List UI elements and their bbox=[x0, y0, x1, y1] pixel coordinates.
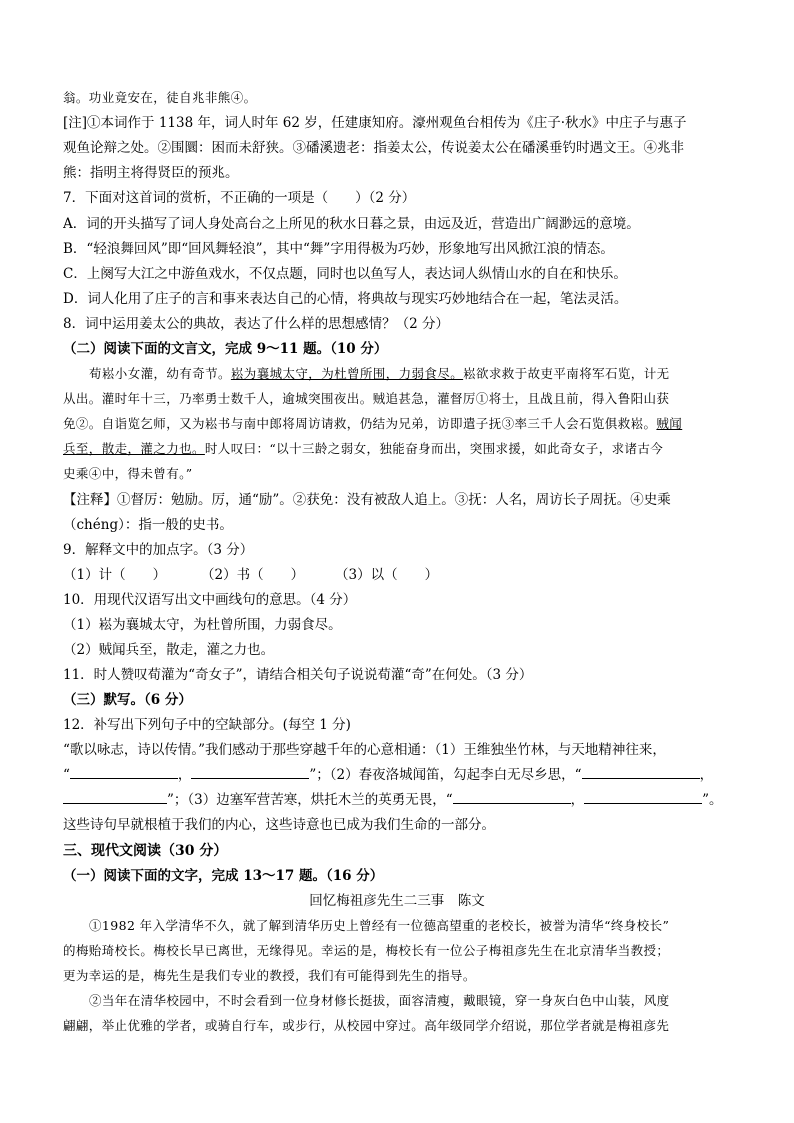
poem-note-line: [注]①本词作于 1138 年，词人时年 62 岁，任建康知府。濠州观鱼台相传为《庄子·秋水》中庄子与惠子 bbox=[63, 115, 687, 131]
article-paragraph-line: 的梅贻琦校长。梅校长早已离世，无缘得见。幸运的是，梅校长有一位公子梅祖彦先生在北京清华当教授； bbox=[63, 943, 670, 958]
question-10-1: （1）崧为襄城太守，为杜曾所围，力弱食尽。 bbox=[63, 617, 342, 633]
passage-line: 史乘④中，得未曾有。” bbox=[63, 466, 193, 481]
question-12-line: ”；（3）边塞军营苦寒，烘托木兰的英勇无畏，“ ， ”。 bbox=[63, 790, 734, 810]
section-modern-sub: （一）阅读下面的文字，完成 13～17 题。（16 分） bbox=[63, 868, 384, 884]
question-10-2: （2）贼闻兵至，散走，灌之力也。 bbox=[63, 642, 275, 658]
article-paragraph-line: 翩翩，举止优雅的学者，或骑自行车，或步行，从校园中穿过。高年级同学介绍说，那位学者就是梅祖彦先 bbox=[63, 1018, 670, 1033]
question-12-line: “歌以咏志，诗以传情。”我们感动于那些穿越千年的心意相通：（1）王维独坐竹林，与天地精神往来， bbox=[63, 742, 666, 758]
poem-note-line: 熊：指明主将得贤臣的预兆。 bbox=[63, 165, 239, 181]
section-classical-heading: （二）阅读下面的文言文，完成 9～11 题。（10 分） bbox=[63, 341, 388, 357]
passage-line: 荀崧小女灌，幼有奇节。崧为襄城太守，为杜曾所围，力弱食尽。崧欲求救于故吏平南将军石览，计无 bbox=[89, 366, 670, 381]
question-11: 11．时人赞叹荀灌为“奇女子”，请结合相关句子说说荀灌“奇”在何处。（3 分） bbox=[63, 667, 533, 683]
passage-line: 免②。自诣览乞师，又为崧书与南中郎将周访请救，仍结为兄弟，访即遣子抚③率三千人会石览俱救崧。贼闻 bbox=[63, 416, 683, 431]
question-9-items: （1）计（ ） （2）书（ ） （3）以（ ） bbox=[63, 567, 439, 583]
passage-line: 兵至，散走，灌之力也。时人叹曰：“以十三龄之弱女，独能奋身而出，突围求援，如此奇女子，求诸古今 bbox=[63, 441, 664, 456]
poem-note-line: 观鱼论辩之处。②围圜：困而未舒狭。③磻溪遗老：指姜太公，传说姜太公在磻溪垂钓时遇文王。④兆非 bbox=[63, 140, 684, 156]
question-12-line: 这些诗句早就根植于我们的内心，这些诗意也已成为我们生命的一部分。 bbox=[63, 817, 495, 833]
question-8: 8．词中运用姜太公的典故，表达了什么样的思想感情？（2 分） bbox=[63, 316, 449, 332]
passage-notes: 【注释】①督厉：勉励。厉，通“励”。②获免：没有被敌人追上。③抚：人名，周访长子周抚。④史乘 bbox=[63, 492, 671, 508]
passage-notes: （chéng）：指一般的史书。 bbox=[63, 517, 233, 533]
question-9: 9．解释文中的加点字。（3 分） bbox=[63, 542, 254, 558]
poem-last-line: 翁。功业竟安在，徒自兆非熊④。 bbox=[63, 90, 257, 105]
question-12-line: “ ， ”；（2）春夜洛城闻笛，勾起李白无尽乡思，“ ， bbox=[63, 767, 714, 783]
section-dictation-heading: （三）默写。（6 分） bbox=[63, 692, 192, 708]
article-paragraph-line: ②当年在清华校园中，不时会看到一位身材修长挺拔，面容清瘦，戴眼镜，穿一身灰白色中山装，风度 bbox=[89, 993, 670, 1008]
option-b: B．“轻浪舞回风”即“回风舞轻浪”，其中“舞”字用得极为巧妙，形象地写出风掀江浪的情态。 bbox=[63, 241, 614, 257]
article-title: 回忆梅祖彦先生二三事 陈文 bbox=[309, 893, 485, 909]
article-paragraph-line: 更为幸运的是，梅先生是我们专业的教授，我们有可能得到先生的指导。 bbox=[63, 968, 476, 983]
question-7: 7．下面对这首词的赏析，不正确的一项是（ ）（2 分） bbox=[63, 190, 416, 206]
passage-line: 从出。灌时年十三，乃率勇士数千人，逾城突围夜出。贼追甚急，灌督厉①将士，且战且前，得入鲁阳山获 bbox=[63, 391, 670, 406]
question-12: 12．补写出下列句子中的空缺部分。(每空 1 分) bbox=[63, 717, 351, 733]
article-paragraph-line: ①1982 年入学清华不久，就了解到清华历史上曾经有一位德高望重的老校长，被誉为清华“终身校长” bbox=[89, 918, 670, 933]
option-d: D．词人化用了庄子的言和事来表达自己的心情，将典故与现实巧妙地结合在一起，笔法灵活。 bbox=[63, 291, 628, 307]
option-c: C．上阕写大江之中游鱼戏水，不仅点题，同时也以鱼写人，表达词人纵情山水的自在和快乐。 bbox=[63, 266, 627, 282]
question-10: 10．用现代汉语写出文中画线句的意思。（4 分） bbox=[63, 592, 357, 608]
option-a: A．词的开头描写了词人身处高台之上所见的秋水日暮之景，由远及近，营造出广阔渺远的意境。 bbox=[63, 216, 640, 232]
section-modern-heading: 三、现代文阅读（30 分） bbox=[63, 843, 228, 859]
